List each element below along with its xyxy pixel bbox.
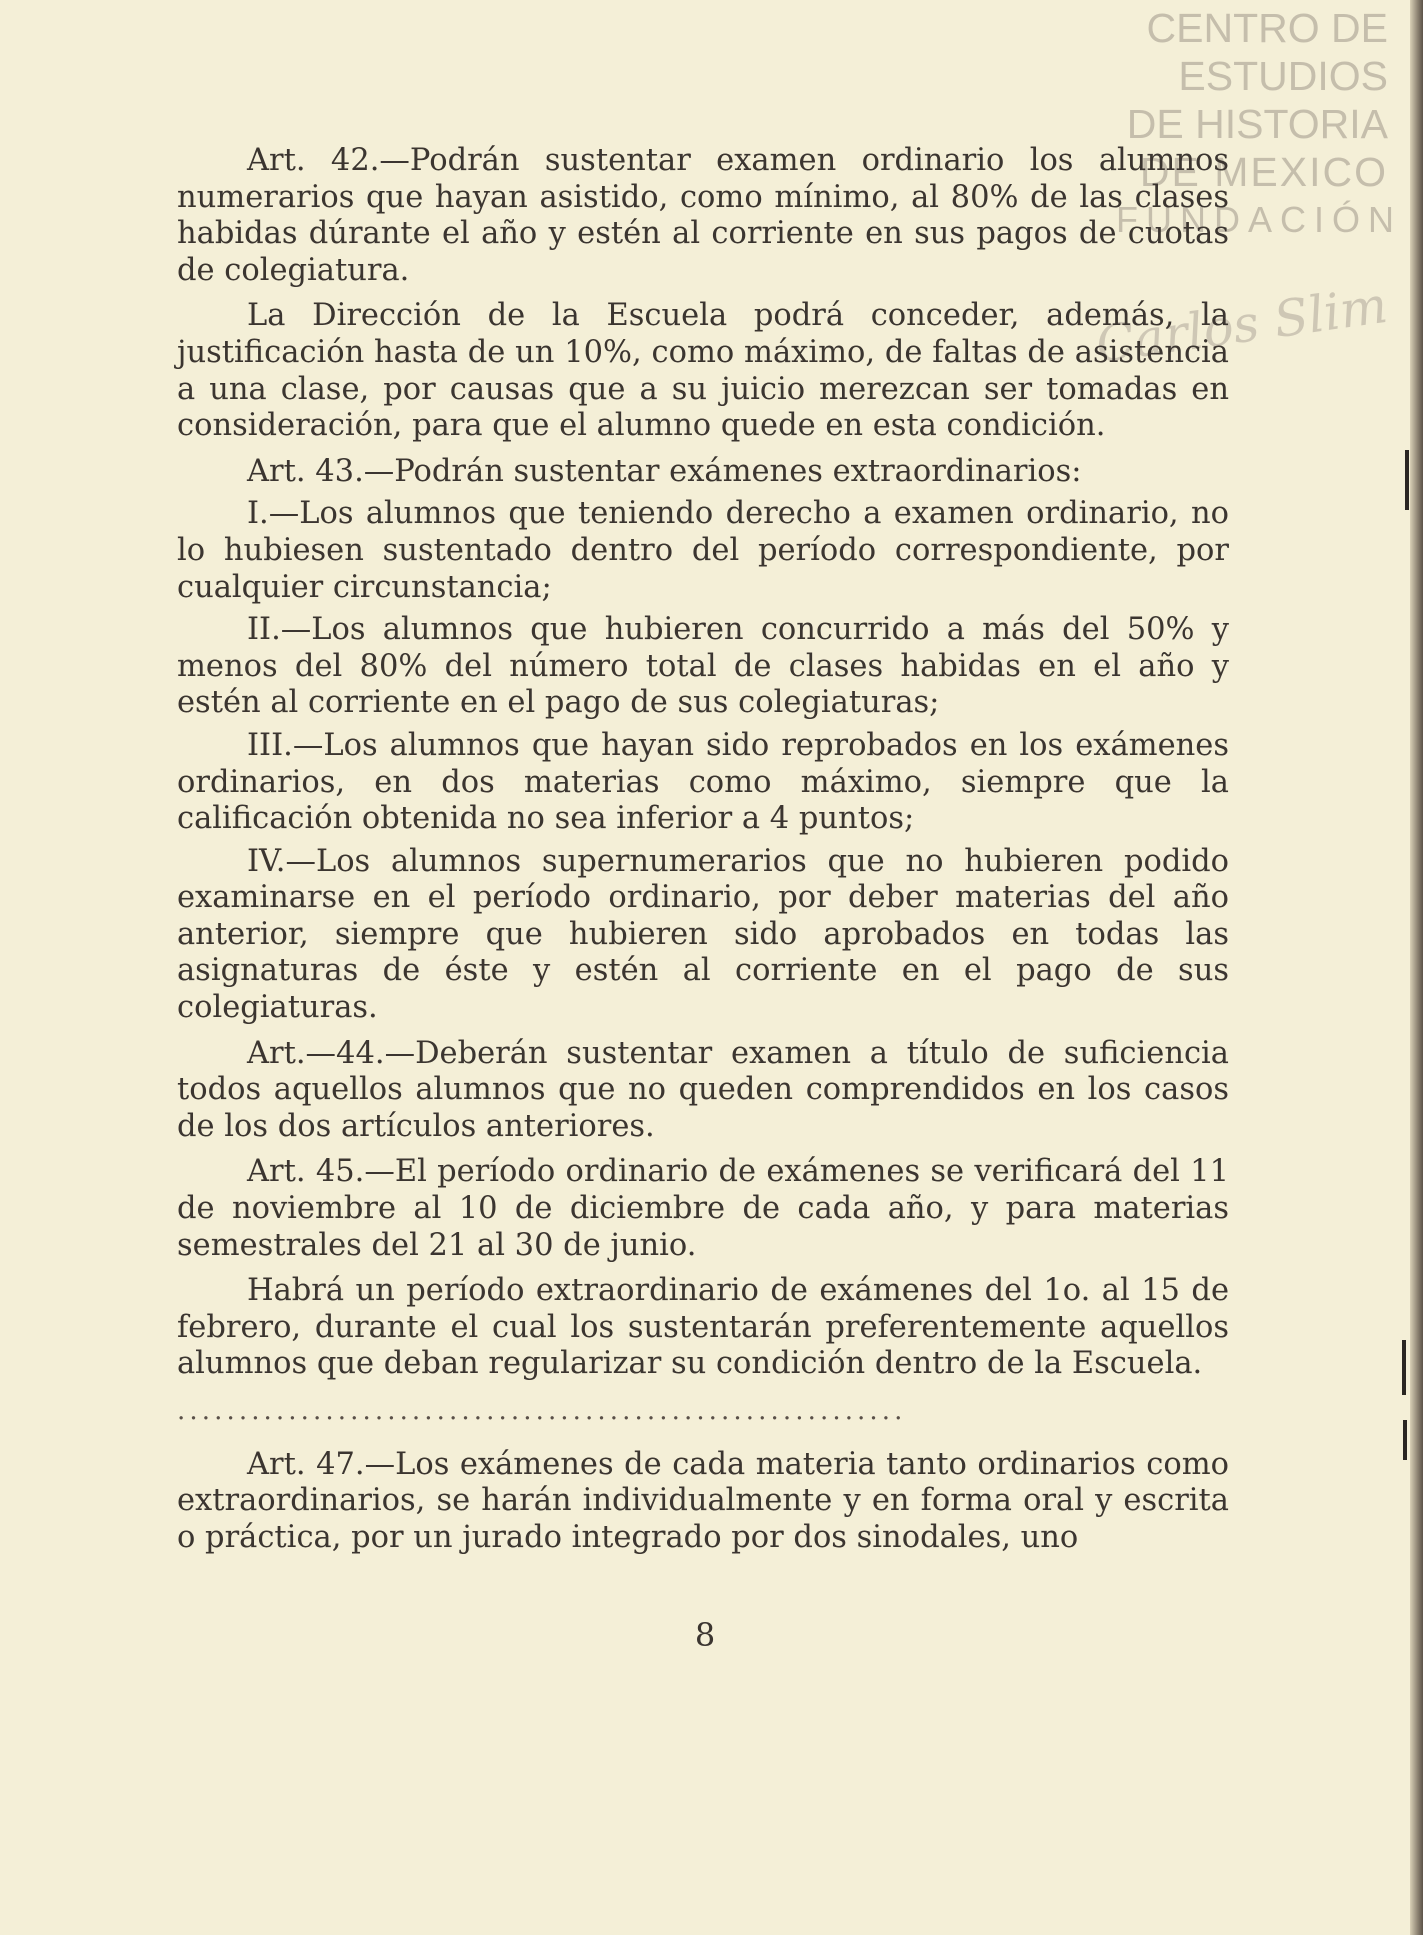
watermark-line-2: ESTUDIOS bbox=[1178, 53, 1388, 99]
paragraph-art-43: Art. 43.—Podrán sustentar exámenes extraordinarios: bbox=[247, 453, 1082, 489]
dotted-separator: ........................................................... bbox=[177, 1396, 907, 1426]
watermark-line-3: DE HISTORIA bbox=[1126, 101, 1388, 147]
paragraph-extraordinary-period: Habrá un período extraordinario de exámenes del 1o. al 15 de febrero, durante el cual los sustentarán preferentemente aquellos alumnos que deban regularizar su condición dentro de la Escuela. bbox=[177, 1273, 1229, 1382]
paragraph-item-iv: IV.—Los alumnos supernumerarios que no hubieren podido examinarse en el período ordinario, por deber materias del año anterior, siempre que hubieren sido aprobados en todas las asignaturas de éste y estén al corriente en el pago de sus colegiaturas. bbox=[177, 843, 1229, 1026]
paragraph-justification: La Dirección de la Escuela podrá conceder, además, la justificación hasta de un 10%, como máximo, de faltas de asistencia a una clase, por causas que a su juicio merezcan ser tomadas en consideración, para que el alumno quede en esta condición. bbox=[177, 298, 1229, 444]
document-body bbox=[177, 143, 1229, 1565]
binding-mark bbox=[1402, 1340, 1406, 1395]
paragraph-item-ii: II.—Los alumnos que hubieren concurrido a más del 50% y menos del 80% del número total de clases habidas en el año y estén al corriente en el pago de sus colegiaturas; bbox=[177, 612, 1229, 721]
watermark-line-5: FUNDACIÓN bbox=[1116, 199, 1402, 240]
watermark-line-1: CENTRO DE bbox=[1146, 5, 1388, 51]
paragraph-item-iii: III.—Los alumnos que hayan sido reprobados en los exámenes ordinarios, en dos materias como máximo, siempre que la calificación obtenida no sea inferior a 4 puntos; bbox=[177, 727, 1229, 837]
binding-mark bbox=[1405, 450, 1409, 510]
page-number: 8 bbox=[694, 1616, 716, 1654]
page-edge bbox=[1410, 0, 1423, 1935]
binding-mark bbox=[1403, 1420, 1407, 1460]
paragraph-art-42: Art. 42.—Podrán sustentar examen ordinario los alumnos numerarios que hayan asistido, como mínimo, al 80% de las clases habidas dúrante el año y estén al corriente en sus pagos de cuotas de colegiatura. bbox=[177, 143, 1229, 288]
paragraph-art-44: Art.—44.—Deberán sustentar examen a título de suficiencia todos aquellos alumnos que no queden comprendidos en los casos de los dos artículos anteriores. bbox=[177, 1035, 1229, 1144]
watermark-signature: Carlos Slim bbox=[1092, 275, 1391, 375]
watermark-line-4: DE MEXICO bbox=[1139, 149, 1388, 195]
paragraph-item-i: I.—Los alumnos que teniendo derecho a examen ordinario, no lo hubiesen sustentado dentro del período correspondiente, por cualquier circunstancia; bbox=[177, 496, 1229, 605]
paragraph-art-47: Art. 47.—Los exámenes de cada materia tanto ordinarios como extraordinarios, se harán individualmente y en forma oral y escrita o práctica, por un jurado integrado por dos sinodales, uno bbox=[177, 1446, 1229, 1555]
paragraph-art-45: Art. 45.—El período ordinario de exámenes se verificará del 11 de noviembre al 10 de diciembre de cada año, y para materias semestrales del 21 al 30 de junio. bbox=[177, 1154, 1229, 1263]
